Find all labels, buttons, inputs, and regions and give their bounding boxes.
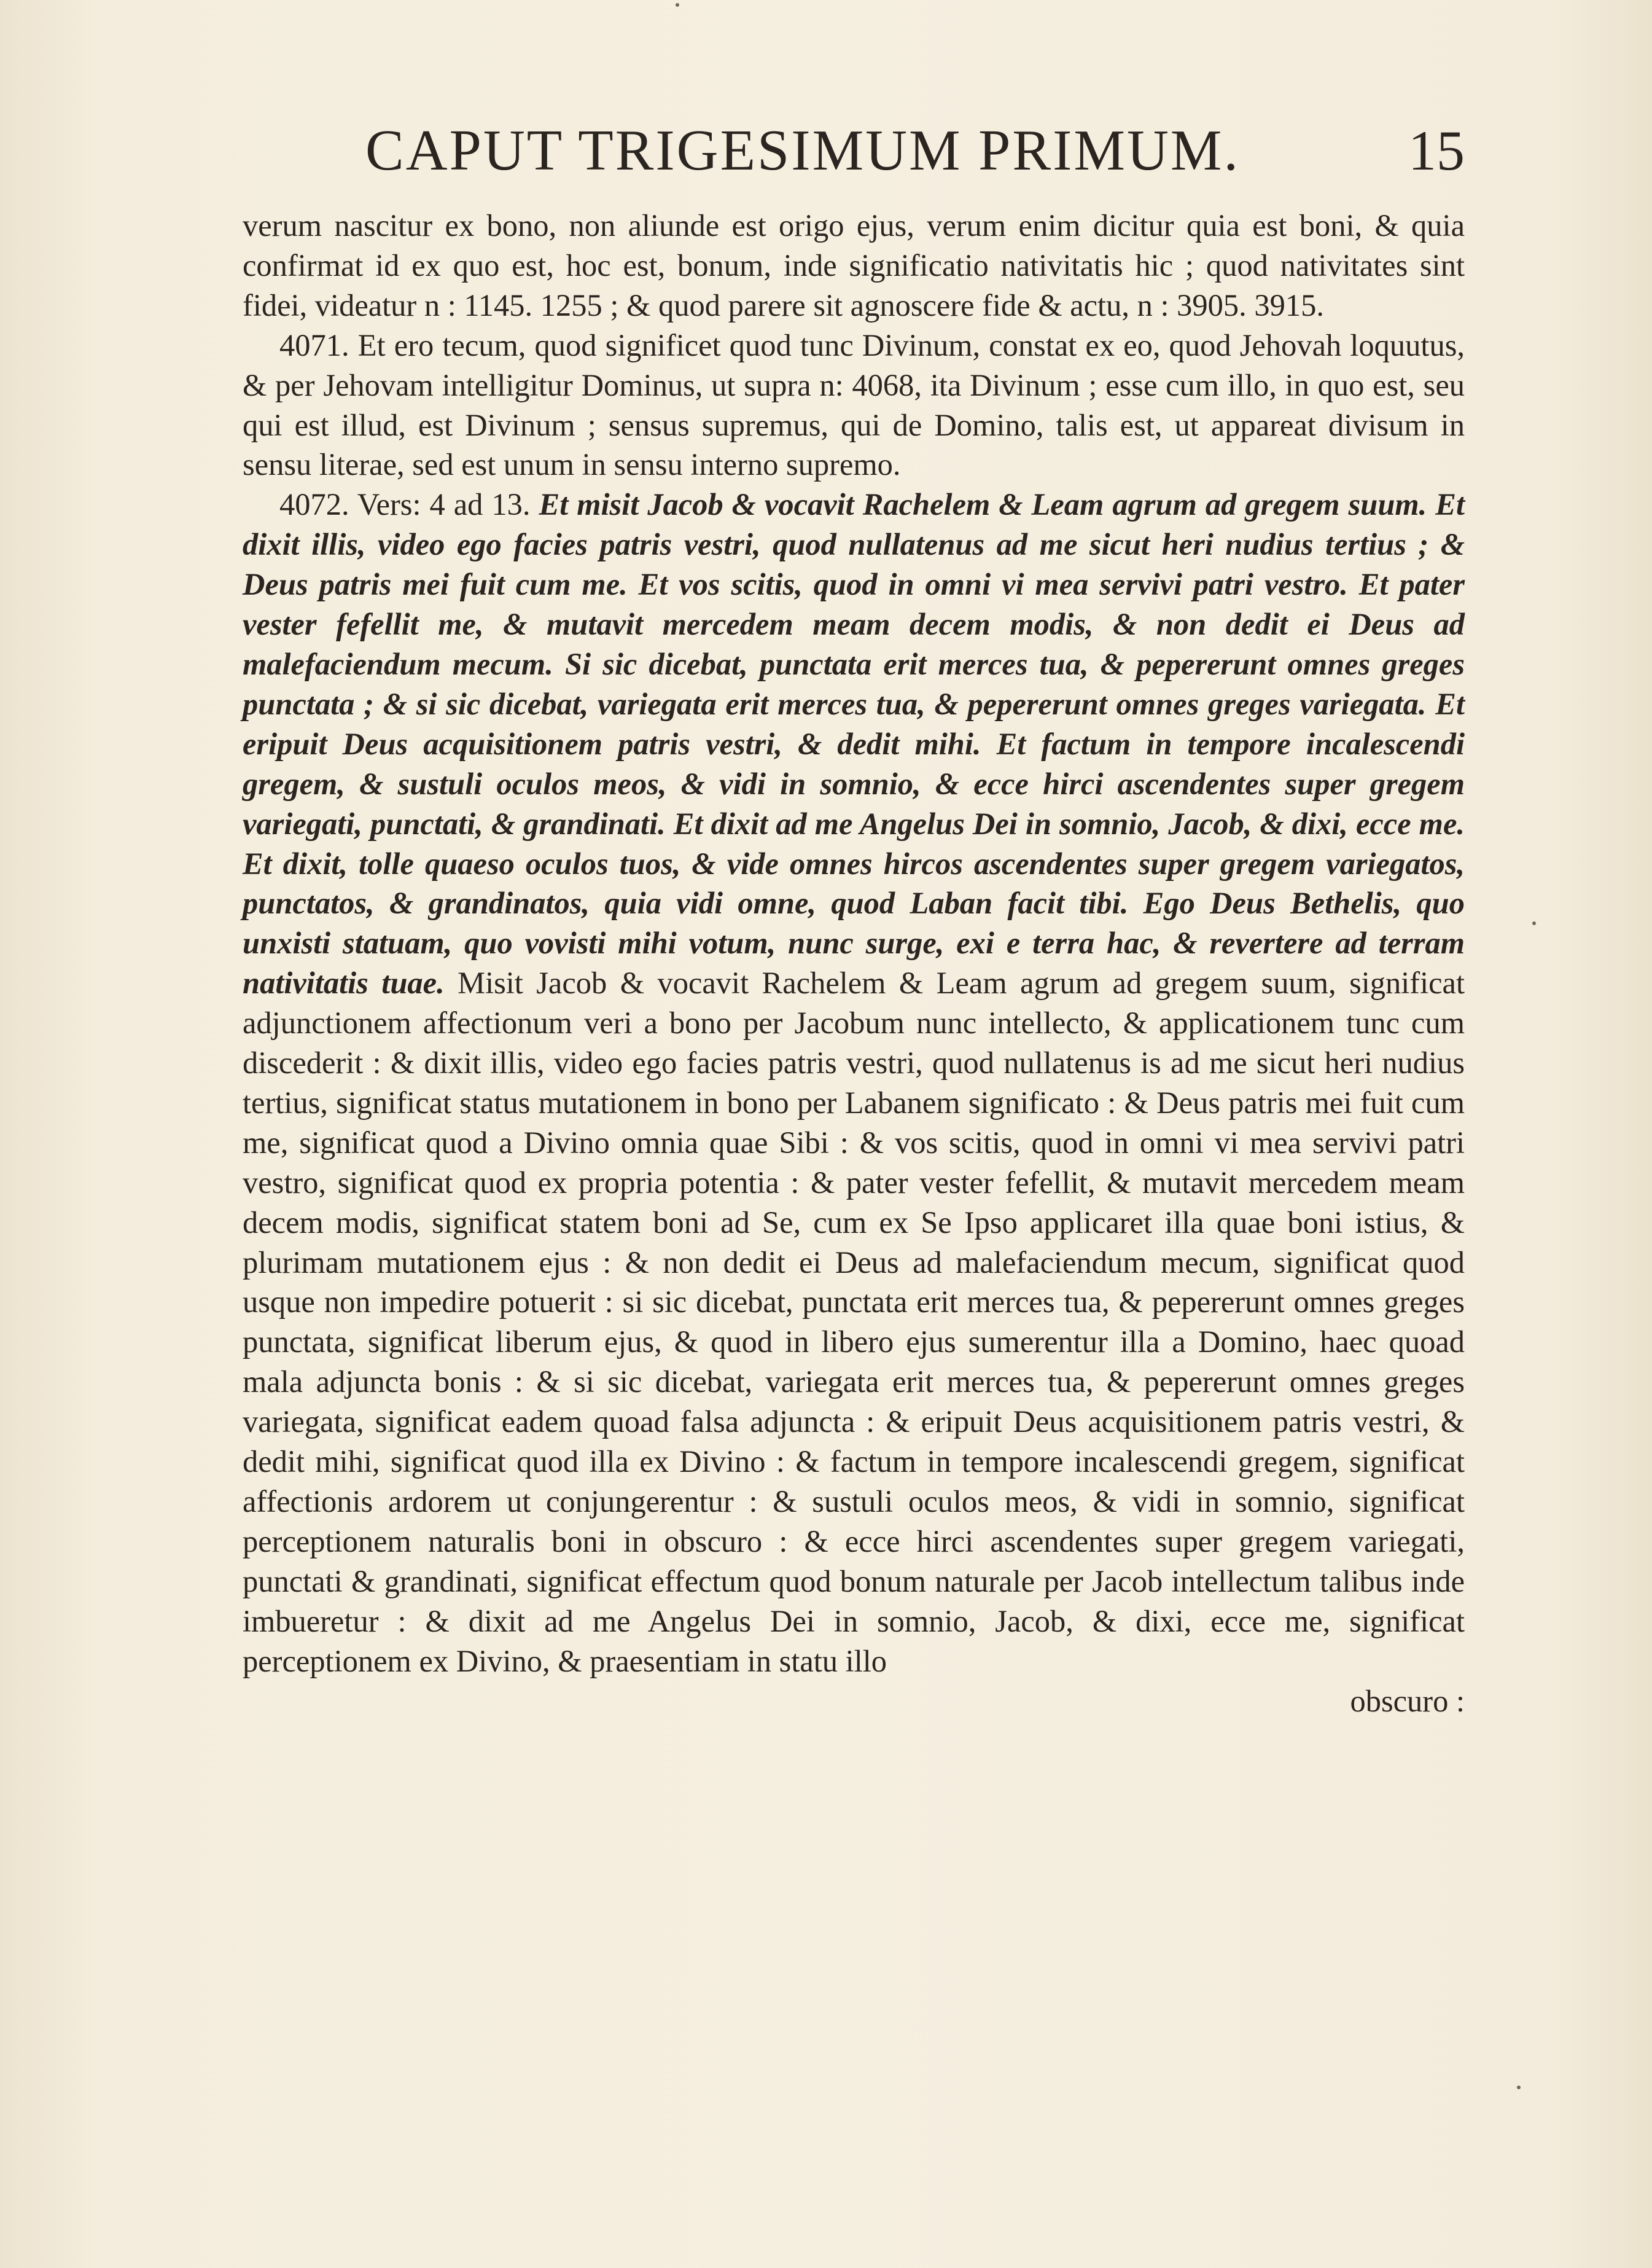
running-head-title: CAPUT TRIGESIMUM PRIMUM. [365, 119, 1240, 182]
page-number: 15 [1408, 119, 1465, 182]
body-text [243, 206, 1465, 1721]
paper-speck [676, 3, 679, 7]
scripture-quotation: Et misit Jacob & vocavit Rachelem & Leam agrum ad gregem suum. Et dixit illis, video ego facies patris vestri, quod nullatenus ad me sicut heri nudius tertius ; & Deus patris mei fuit cum me. Et vos scitis, quod in omni vi mea servivi patri vestro. Et pater vester fefellit me, & mutavit mercedem meam decem modis, & non dedit ei Deus ad malefaciendum mecum. Si sic dicebat, punctata erit merces tua, & pepererunt omnes greges punctata ; & si sic dicebat, variegata erit merces tua, & pepererunt omnes greges variegata. Et eripuit Deus acquisitionem patris vestri, & dedit mihi. Et factum in tempore incalescendi gregem, & sustuli oculos meos, & vidi in somnio, & ecce hirci ascendentes super gregem variegati, punctati, & grandinati. Et dixit ad me Angelus Dei in somnio, Jacob, & dixi, ecce me. Et dixit, tolle quaeso oculos tuos, & vide omnes hircos ascendentes super gregem variegatos, punctatos, & grandinatos, quia vidi omne, quod Laban facit tibi. Ego Deus Bethelis, quo unxisti statuam, quo vovisti mihi votum, nunc surge, exi e terra hac, & revertere ad terram nativitatis tuae. [243, 487, 1465, 1001]
paragraph-4071: 4071. Et ero tecum, quod significet quod tunc Divinum, constat ex eo, quod Jehovah loquutus, & per Jehovam intelligitur Dominus, ut supra n: 4068, ita Divinum ; esse cum illo, in quo est, seu qui est illud, est Divinum ; sensus supremus, qui de Domino, talis est, ut appareat divisum in sensu literae, sed est unum in sensu interno supremo. [243, 327, 1465, 482]
paragraph-continuation: verum nascitur ex bono, non aliunde est origo ejus, verum enim dicitur quia est boni, & quia confirmat id ex quo est, hoc est, bonum, inde significatio nativitatis hic ; quod nativitates sint fidei, videatur n : 1145. 1255 ; & quod parere sit agnoscere fide & actu, n : 3905. 3915. [243, 208, 1465, 323]
paragraph-4072-exposition: Misit Jacob & vocavit Rachelem & Leam agrum ad gregem suum, significat adjunctionem affectionum veri a bono per Jacobum nunc intellecto, & applicationem tunc cum discederit : & dixit illis, video ego facies patris vestri, quod nullatenus is ad me sicut heri nudius tertius, significat status mutationem in bono per Labanem significato : & Deus patris mei fuit cum me, significat quod a Divino omnia quae Sibi : & vos scitis, quod in omni vi mea servivi patri vestro, significat quod ex propria potentia : & pater vester fefellit, & mutavit mercedem meam decem modis, significat statem boni ad Se, cum ex Se Ipso applicaret illa quae boni istius, & plurimam mutationem ejus : & non dedit ei Deus ad malefaciendum mecum, significat quod usque non impedire potuerit : si sic dicebat, punctata erit merces tua, & pepererunt omnes greges punctata, significat liberum ejus, & quod in libero ejus sumerentur illa a Domino, haec quoad mala adjuncta bonis : & si sic dicebat, variegata erit merces tua, & pepererunt omnes greges variegata, significat eadem quoad falsa adjuncta : & eripuit Deus acquisitionem patris vestri, & dedit mihi, significat quod illa ex Divino : & factum in tempore incalescendi gregem, significat affectionis ardorem ut conjungerentur : & sustuli oculos meos, & vidi in somnio, significat perceptionem naturalis boni in obscuro : & ecce hirci ascendentes super gregem variegati, punctati & grandinati, significat effectum quod bonum naturale per Jacob intellectum talibus inde imbueretur : & dixit ad me Angelus Dei in somnio, Jacob, & dixi, ecce me, significat perceptionem ex Divino, & praesentiam in statu illo [243, 966, 1465, 1678]
paragraph-4072-lead: 4072. Vers: 4 ad 13. [279, 487, 531, 522]
catchword: obscuro : [1350, 1683, 1465, 1718]
paper-speck [1517, 2086, 1521, 2089]
page-header [243, 114, 1465, 187]
paper-speck [1532, 921, 1536, 925]
paragraph-4072 [243, 485, 1465, 1681]
